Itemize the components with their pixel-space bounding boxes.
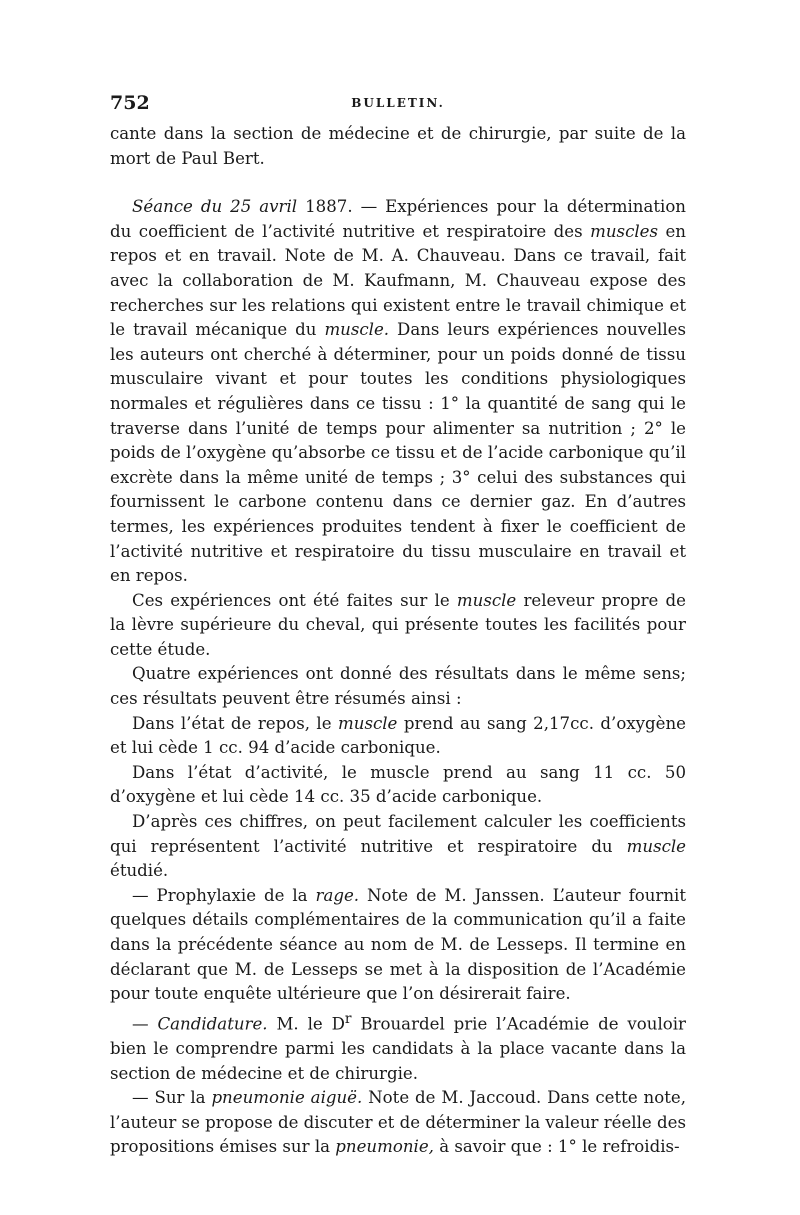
paragraph-coefficients: D’après ces chiffres, on peut facilement calculer les coefficients qui représentent l’activité nutritive et respiratoire du muscle étudié. [110,812,686,881]
paragraph-pneumonie: — Sur la pneumonie aiguë. Note de M. Jaccoud. Dans cette note, l’auteur se propose de discuter et de déterminer la valeur réelle des propositions émises sur la pneumonie, à savoir que : 1° le refroidis- [110,1088,686,1157]
paragraph-resultats: Quatre expériences ont donné des résultats dans le même sens; ces résultats peuvent être résumés ainsi : [110,664,686,709]
page-number: 752 [110,92,150,114]
paragraph-seance: Séance du 25 avril 1887. — Expériences pour la détermination du coefficient de l’activité nutritive et respiratoire des muscles en repos et en travail. Note de M. A. Chauveau. Dans ce travail, fait avec la collaboration de M. Kaufmann, M. Chauveau expose des recherches sur les relations qui existent entre le travail chimique et le travail mécanique du muscle. Dans leurs expériences nouvelles les auteurs ont cherché à déterminer, pour un poids donné de tissu musculaire vivant et pour toutes les conditions physiologiques normales et régulières dans ce tissu : 1° la quantité de sang qui le traverse dans l’unité de temps pour alimenter sa nutrition ; 2° le poids de l’oxygène qu’absorbe ce tissu et de l’acide carbonique qu’il excrète dans la même unité de temps ; 3° celui des substances qui fournissent le carbone contenu dans ce dernier gaz. En d’autres termes, les expériences produites tendent à fixer le coefficient de l’activité nutritive et respiratoire du tissu musculaire en travail et en repos. [110,197,686,586]
paragraph-activite: Dans l’état d’activité, le muscle prend au sang 11 cc. 50 d’oxygène et lui cède 14 cc. 35 d’acide carbonique. [110,762,686,807]
paragraph-continuation: cante dans la section de médecine et de chirurgie, par suite de la mort de Paul Bert. [110,124,686,168]
running-title: BULLETIN. [351,96,445,110]
paragraph-rage: — Prophylaxie de la rage. Note de M. Janssen. L’auteur fournit quelques détails complémentaires de la communication qu’il a faite dans la précédente séance au nom de M. de Lesseps. Il termine en déclarant que M. de Lesseps se met à la disposition de l’Académie pour toute enquête ultérieure que l’on désirerait faire. [110,885,686,1004]
page [110,92,686,1160]
paragraph-repos: Dans l’état de repos, le muscle prend au sang 2,17cc. d’oxygène et lui cède 1 cc. 94 d’acide carbonique. [110,713,686,758]
paragraph-experiences: Ces expériences ont été faites sur le muscle releveur propre de la lèvre supérieure du cheval, qui présente toutes les facilités pour cette étude. [110,590,686,659]
paragraph-candidature: — Candidature. M. le $D^r$ Brouardel prie l’Académie de vouloir bien le comprendre parmi les candidats à la place vacante dans la section de médecine et de chirurgie. [110,1010,686,1083]
body-text [110,122,686,1160]
section-gap [110,171,686,195]
page-header [110,92,686,122]
seance-date: Séance du 25 avril [132,197,298,217]
